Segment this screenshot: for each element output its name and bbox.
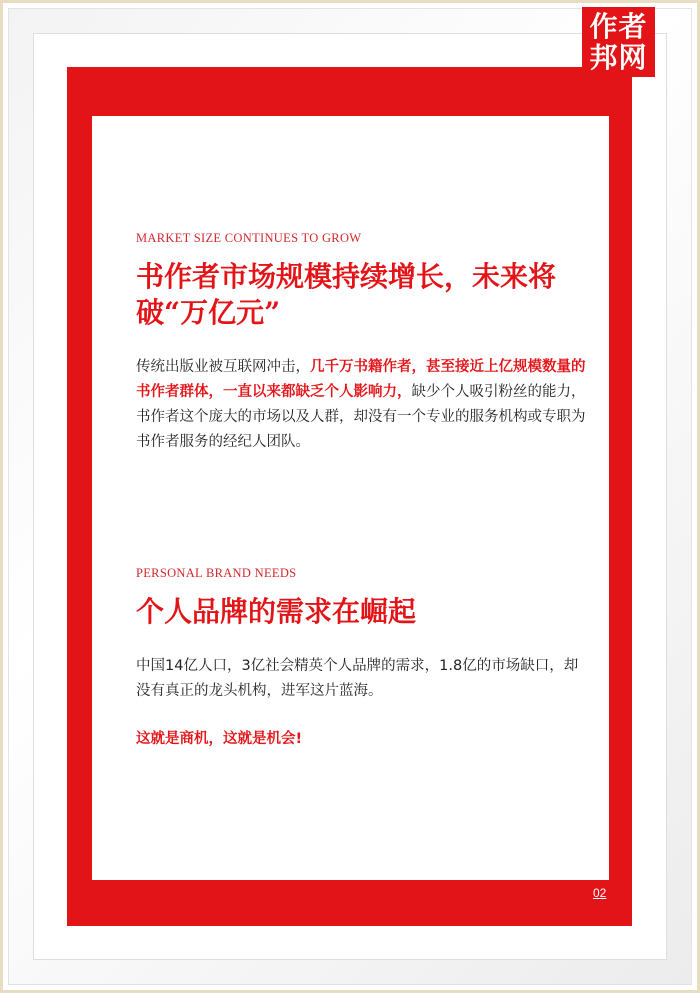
section1-eyebrow: MARKET SIZE CONTINUES TO GROW	[136, 231, 362, 245]
section2-eyebrow: PERSONAL BRAND NEEDS	[136, 566, 297, 580]
section2-body: 中国14亿人口，3亿社会精英个人品牌的需求，1.8亿的市场缺口，却没有真正的龙头机构，进军这片蓝海。	[136, 658, 579, 699]
brand-logo	[582, 7, 655, 77]
logo-line-2: 邦网	[589, 41, 648, 74]
section1-body	[136, 355, 586, 455]
section1-body-part1: 传统出版业被互联网冲击，	[136, 359, 310, 375]
section1-headline: 书作者市场规模持续增长，未来将破“万亿元”	[136, 260, 557, 329]
section2-cta: 这就是商机，这就是机会!	[136, 731, 303, 747]
logo-line-1: 作者	[589, 10, 648, 43]
section1-body-highlight: 几千万书籍作者，甚至接近上亿规模数量的书作者群体，一直以来都缺乏个人影响力，	[136, 359, 586, 400]
page-number: 02	[593, 886, 607, 900]
section2-headline: 个人品牌的需求在崛起	[136, 595, 417, 628]
section1-body-part2: 缺少个人吸引粉丝的能力，书作者这个庞大的市场以及人群，却没有一个专业的服务机构或专职为书作者服务的经纪人团队。	[136, 384, 586, 450]
